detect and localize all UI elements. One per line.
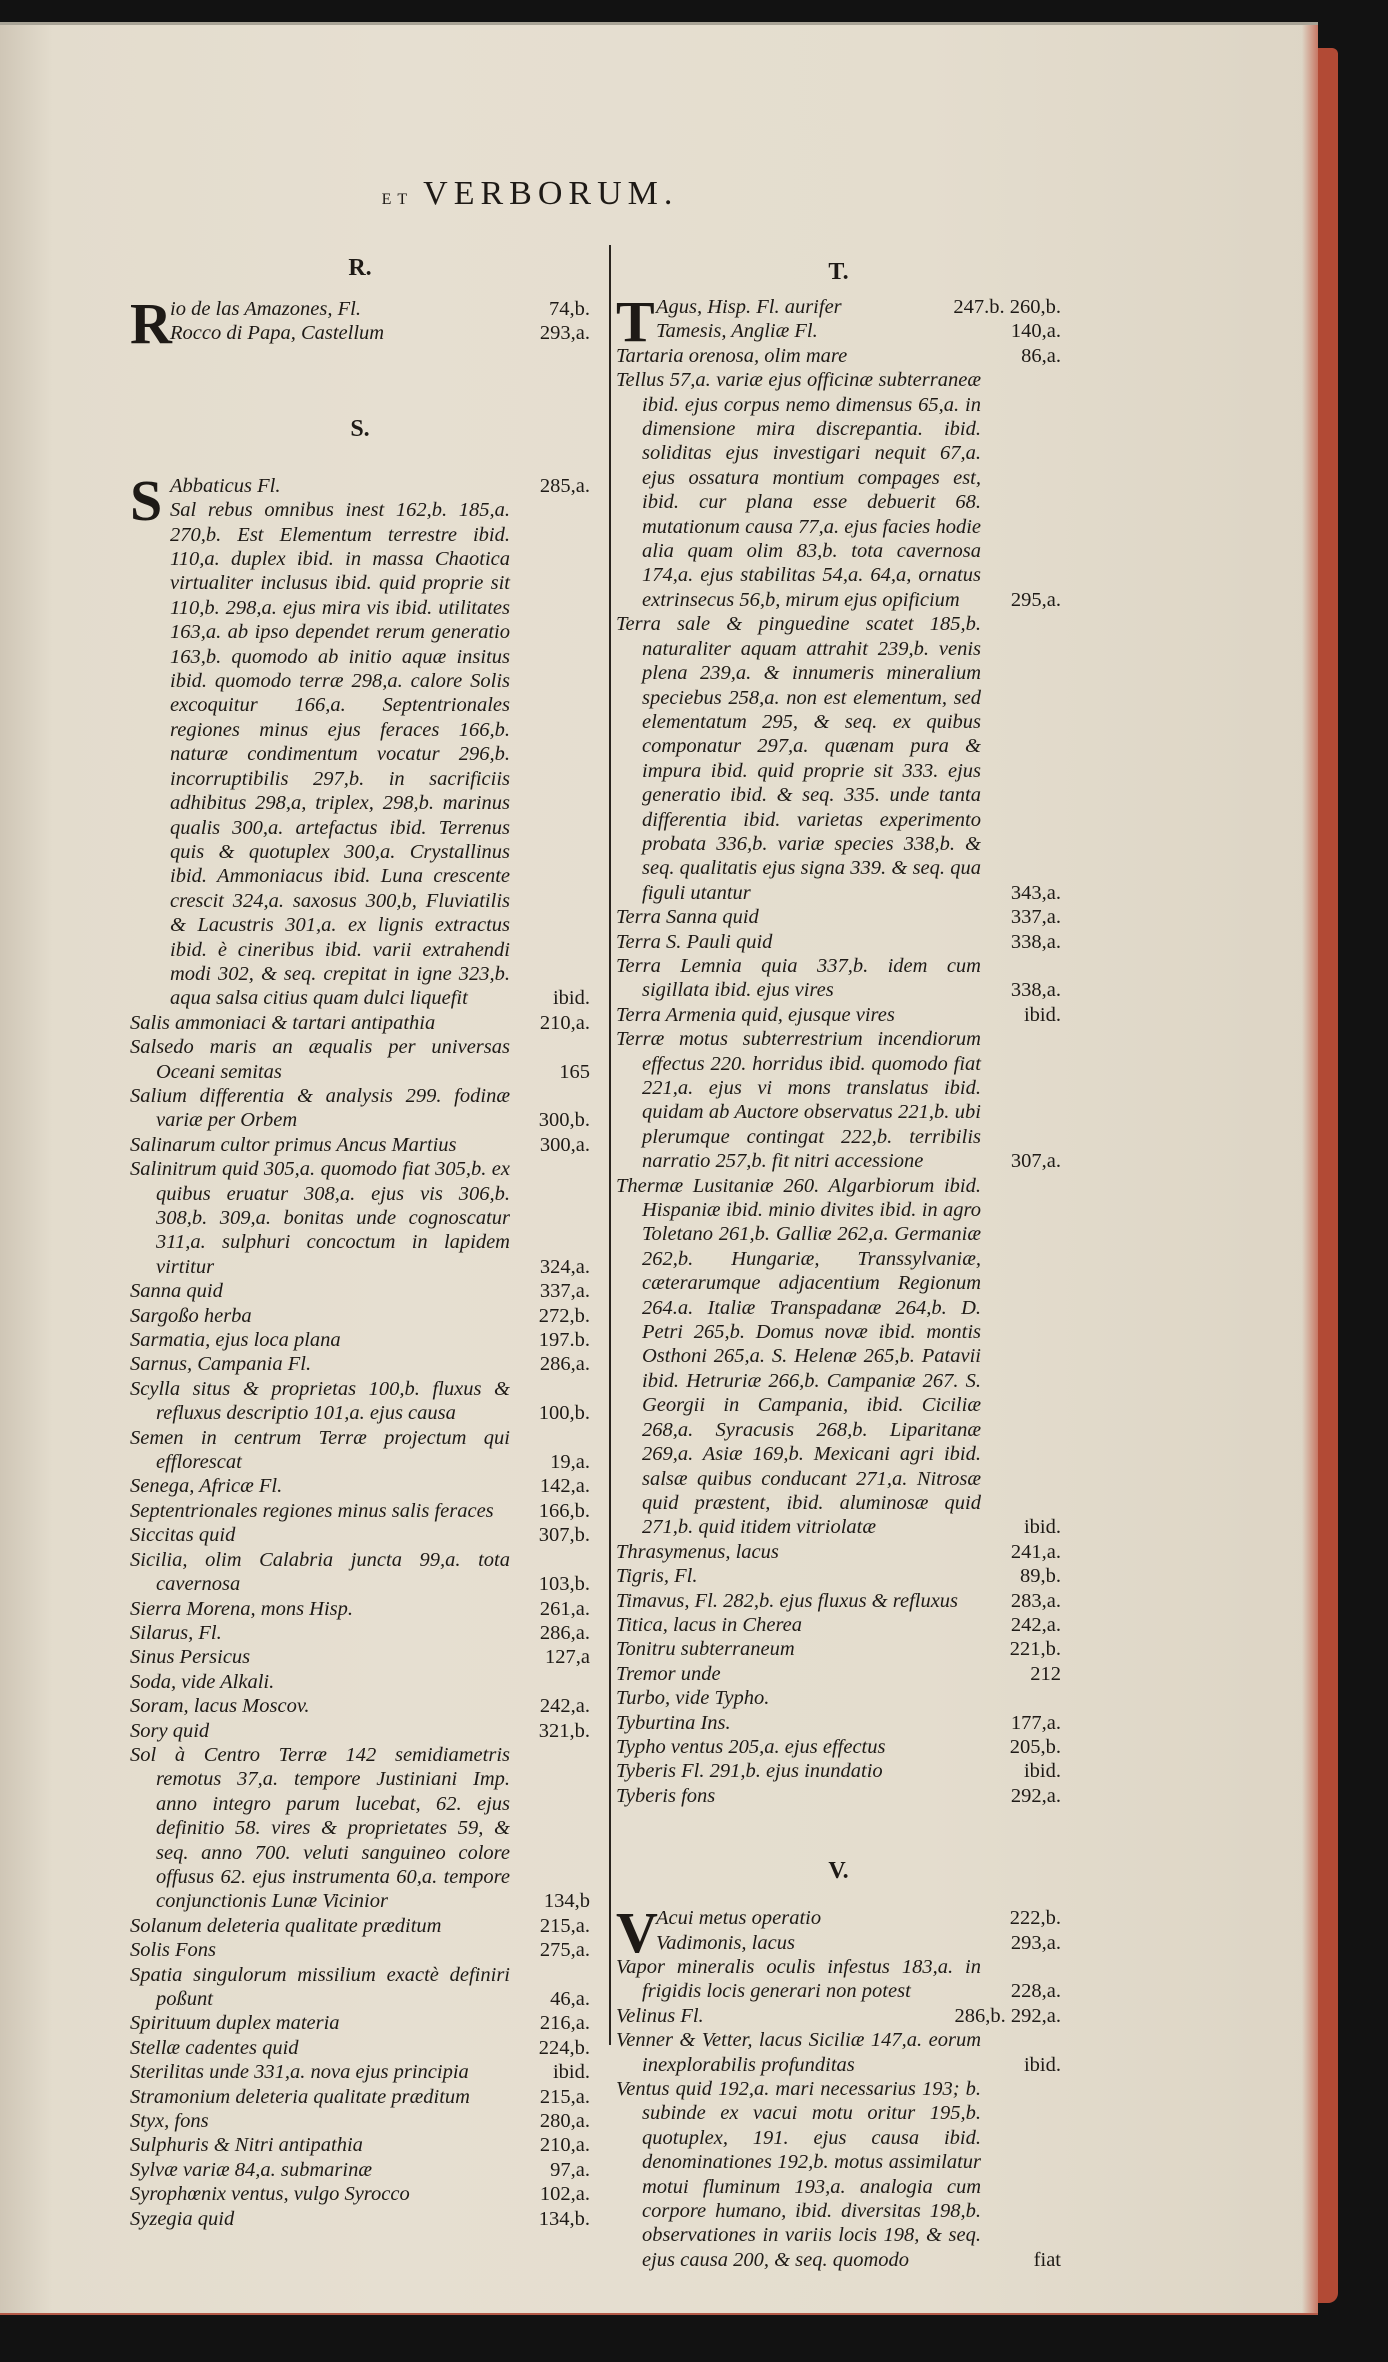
index-entry bbox=[616, 2077, 1061, 2272]
dropcap-letter: S bbox=[130, 467, 163, 533]
entry-ref: 74,b. bbox=[549, 298, 590, 320]
index-entry bbox=[130, 2133, 590, 2157]
entry-ref: 127,a bbox=[545, 1646, 590, 1669]
entry-ref: 224,b. bbox=[538, 2036, 590, 2059]
entry-text: Salis ammoniaci & tartari antipathia bbox=[130, 1011, 436, 1034]
index-entry bbox=[130, 1914, 590, 1938]
index-entry bbox=[616, 1931, 1061, 1955]
entry-ref: 283,a. bbox=[1010, 1589, 1061, 1612]
right-column bbox=[616, 257, 1061, 2272]
entry-ref: 177,a. bbox=[1010, 1711, 1061, 1734]
entry-text: Tremor unde bbox=[616, 1662, 721, 1685]
entry-text: Turbo, vide Typho. bbox=[616, 1687, 770, 1710]
index-entry bbox=[130, 1499, 590, 1523]
entry-ref: 293,a. bbox=[539, 322, 590, 345]
index-entry bbox=[130, 2060, 590, 2084]
entry-text: Terra Sanna quid bbox=[616, 906, 759, 929]
entry-text: Vadimonis, lacus bbox=[656, 1931, 795, 1954]
index-entry bbox=[130, 1157, 590, 1279]
entry-text: Abbaticus Fl. bbox=[170, 474, 281, 497]
entry-ref: 261,a. bbox=[539, 1597, 590, 1620]
entry-text: Sterilitas unde 331,a. nova ejus principia bbox=[130, 2061, 469, 2084]
entry-text: Tellus 57,a. variæ ejus officinæ subterraneæ ibid. ejus corpus nemo dimensus 65,a. in dimensione mira discrepantia. ibid. soliditas ejus investigari nequit 67,a. ejus ossatura montium compages est, ibid. cur plana esse debuerit 68. mutationum causa 77,a. ejus facies hodie alia quam olim 83,b. tota cavernosa 174,a. ejus stabilitas 54,a. 64,a, ornatus extrinsecus 56,b, mirum ejus opificium bbox=[616, 369, 981, 611]
index-entry bbox=[616, 1540, 1061, 1564]
entry-text: Syrophœnix ventus, vulgo Syrocco bbox=[130, 2183, 410, 2206]
index-entry bbox=[130, 1938, 590, 1962]
index-entry bbox=[130, 2036, 590, 2060]
entry-text: Sanna quid bbox=[130, 1280, 223, 1303]
entry-text: Sinus Persicus bbox=[130, 1646, 251, 1669]
index-entry bbox=[616, 1589, 1061, 1613]
entry-text: Tyburtina Ins. bbox=[616, 1711, 731, 1734]
entry-ref: 97,a. bbox=[550, 2158, 590, 2181]
entries-t bbox=[616, 289, 1061, 1808]
entry-text: Semen in centrum Terræ projectum qui efflorescat bbox=[130, 1426, 510, 1474]
index-entry bbox=[616, 1613, 1061, 1637]
entry-ref: 212 bbox=[1030, 1662, 1061, 1685]
entry-text: Tyberis fons bbox=[616, 1784, 716, 1807]
index-entry bbox=[130, 1523, 590, 1547]
entry-text: Sarnus, Campania Fl. bbox=[130, 1353, 312, 1376]
entry-ref: 321,b. bbox=[538, 1719, 590, 1742]
entry-ref: 102,a. bbox=[539, 2183, 590, 2206]
index-entry bbox=[130, 1279, 590, 1303]
entry-text: Timavus, Fl. 282,b. ejus fluxus & refluxus bbox=[616, 1589, 959, 1612]
entry-ref: 140,a. bbox=[1010, 320, 1061, 343]
entry-ref: ibid. bbox=[1023, 2053, 1061, 2076]
entry-ref: 337,a. bbox=[539, 1280, 590, 1303]
index-entry bbox=[130, 1035, 590, 1084]
index-entry bbox=[130, 1084, 590, 1133]
entry-text: Salium differentia & analysis 299. fodinæ variæ per Orbem bbox=[130, 1084, 510, 1132]
index-entry bbox=[616, 905, 1061, 929]
index-entry bbox=[130, 1133, 590, 1157]
index-entry bbox=[130, 2109, 590, 2133]
entry-ref: 228,a. bbox=[1010, 1980, 1061, 2003]
entry-ref: 215,a. bbox=[539, 1914, 590, 1937]
entry-ref: 222,b. bbox=[1009, 1907, 1061, 1930]
entry-ref: 338,a. bbox=[1010, 979, 1061, 1002]
entry-ref: 165 bbox=[559, 1060, 590, 1083]
entry-text: io de las Amazones, Fl. bbox=[170, 298, 361, 320]
entry-ref: 247.b. 260,b. bbox=[953, 296, 1061, 318]
entry-text: Salinitrum quid 305,a. quomodo fiat 305,b. ex quibus eruatur 308,a. ejus vis 306,b. 308,b. 309,a. bonitas unde cognoscatur 311,a. sulphuri concoctum in lapidem virtitur bbox=[130, 1158, 510, 1278]
entry-ref: 46,a. bbox=[550, 1988, 590, 2010]
entry-text: Velinus Fl. bbox=[616, 2004, 704, 2027]
index-entry bbox=[616, 930, 1061, 954]
entry-ref: 221,b. bbox=[1009, 1638, 1061, 1661]
index-entry bbox=[130, 498, 590, 1011]
section-letter-t: T. bbox=[828, 259, 849, 285]
index-entry bbox=[616, 1784, 1061, 1808]
entry-ref: 242,a. bbox=[1010, 1613, 1061, 1636]
entry-ref: 307,b. bbox=[538, 1524, 590, 1547]
dropcap-letter: V bbox=[616, 1900, 658, 1966]
entry-ref: 285,a. bbox=[539, 474, 590, 497]
entry-text: Syzegia quid bbox=[130, 2207, 235, 2230]
entry-ref: 338,a. bbox=[1010, 930, 1061, 953]
index-entry bbox=[616, 344, 1061, 368]
entry-text: Scylla situs & proprietas 100,b. fluxus & refluxus descriptio 101,a. ejus causa bbox=[130, 1377, 510, 1425]
index-entry bbox=[130, 1011, 590, 1035]
index-entry bbox=[130, 1328, 590, 1352]
index-entry bbox=[616, 2004, 1061, 2028]
entry-text: Tartaria orenosa, olim mare bbox=[616, 344, 848, 367]
entry-ref: 343,a. bbox=[1010, 881, 1061, 904]
entry-text: Tonitru subterraneum bbox=[616, 1638, 795, 1661]
entry-ref: 286,a. bbox=[539, 1621, 590, 1644]
entry-text: Tigris, Fl. bbox=[616, 1565, 698, 1588]
index-entry bbox=[130, 467, 590, 533]
entry-text: Stellæ cadentes quid bbox=[130, 2036, 299, 2059]
entry-ref: ibid. bbox=[1023, 1760, 1061, 1783]
index-entry bbox=[130, 1426, 590, 1475]
entry-text: Stramonium deleteria qualitate præditum bbox=[130, 2085, 470, 2108]
index-entry bbox=[130, 1377, 590, 1426]
entry-text: Thermæ Lusitaniæ 260. Algarbiorum ibid. Hispaniæ ibid. minio divites ibid. in agro Toletano 261,b. Galliæ 262,a. Germaniæ 262,b. Hungariæ, Transsylvaniæ, cæterarumque adjacentium Regionum 264.a. Italiæ Transpadanæ 264,b. D. Petri 265,b. Domus novæ ibid. montis Osthoni 265,a. S. Helenæ 265,b. Patavii ibid. Hetruriæ 266,b. Campaniæ 267. S. Georgii in Campania, ibid. Ciciliæ 268,a. Syracusis 268,b. Liparitanæ 269,a. Asiæ 169,b. Mexicani agri ibid. salsæ quibus conducant 271,a. Nitrosæ quid præstent, ibid. aluminosæ quid 271,b. quid itidem vitriolatæ bbox=[616, 1174, 981, 1539]
index-entry bbox=[130, 1621, 590, 1645]
entry-ref: 275,a. bbox=[539, 1939, 590, 1962]
entry-text: Soram, lacus Moscov. bbox=[130, 1695, 310, 1718]
entry-text: Salsedo maris an æqualis per universas Oceani semitas bbox=[130, 1036, 510, 1083]
entry-text: Sal rebus omnibus inest 162,b. 185,a. 270,b. Est Elementum terrestre ibid. 110,a. duplex ibid. in massa Chaotica virtualiter inclusus ibid. quid proprie sit 110,b. 298,a. ejus mira vis ibid. utilitates 163,a. ab ipso dependet rerum generatio 163,b. quomodo ab initio aquæ insitus ibid. quomodo terræ 298,a. calore Solis excoquitur 166,a. Septentrionales regiones minus ejus feraces 166,b. naturæ condimentum vocatur 296,b. incorruptibilis 297,b. in sacrificiis adhibitus 298,a, triplex, 298,b. marinus qualis 300,a. artefactus ibid. Terrenus quis & quotuplex 300,a. Crystallinus ibid. Ammoniacus ibid. Luna crescente crescit 324,a. saxosus 300,b, Fluviatilis & Lacustris 301,a. ex lignis extractus ibid. è cineribus ibid. varii extrahendi modi 302, & seq. crepitat in igne 323,b. aqua salsa citius quam dulci liquefit bbox=[170, 499, 510, 1010]
running-head-title: VERBORUM. bbox=[423, 175, 679, 212]
index-entry bbox=[616, 1955, 1061, 2004]
entry-text: Tyberis Fl. 291,b. ejus inundatio bbox=[616, 1760, 883, 1783]
index-entry bbox=[616, 1662, 1061, 1686]
index-entry bbox=[130, 1548, 590, 1597]
entry-text: Sory quid bbox=[130, 1719, 210, 1742]
index-entry bbox=[130, 1694, 590, 1718]
entry-ref: 166,b. bbox=[538, 1499, 590, 1522]
index-entry bbox=[616, 1027, 1061, 1173]
index-entry bbox=[616, 1686, 1061, 1710]
entry-text: Septentrionales regiones minus salis feraces bbox=[130, 1499, 494, 1522]
entry-text: Terræ motus subterrestrium incendiorum effectus 220. horridus ibid. quomodo fiat 221,a. ejus vi mons translatus ibid. quidam ab Auctore observatus 221,b. ubi plerumque contingat 222,b. terribilis narratio 257,b. fit nitri accessione bbox=[616, 1028, 981, 1173]
entry-ref: 197.b. bbox=[538, 1329, 590, 1352]
entry-text: Siccitas quid bbox=[130, 1524, 236, 1547]
index-entry bbox=[130, 1743, 590, 1914]
index-entry bbox=[130, 1719, 590, 1743]
entry-ref: 242,a. bbox=[539, 1695, 590, 1718]
entry-text: Sarmatia, ejus loca plana bbox=[130, 1329, 341, 1352]
entry-text: Titica, lacus in Cherea bbox=[616, 1613, 803, 1636]
entry-text: Terra Armenia quid, ejusque vires bbox=[616, 1003, 895, 1026]
index-entry bbox=[616, 2028, 1061, 2077]
entry-text: Vapor mineralis oculis infestus 183,a. in frigidis locis generari non potest bbox=[616, 1956, 981, 2003]
index-entry bbox=[130, 321, 590, 345]
entry-text: Terra Lemnia quia 337,b. idem cum sigillata ibid. ejus vires bbox=[616, 954, 981, 1002]
entry-text: Terra sale & pinguedine scatet 185,b. naturaliter aquam attrahit 239,b. venis plena 239,a. & innumeris mineralium speciebus 258,a. non est elementum, sed elementatum 295, & seq. ex quibus componatur 297,a. quænam pura & impura ibid. quid proprie sit 333. ejus generatio ibid. & seq. 335. unde tanta differentia ibid. varietas experimento probata 336,b. variæ species 338,b. & seq. qualitatis ejus signa 339. & seq. qua figuli utantur bbox=[616, 613, 981, 904]
index-entry bbox=[616, 954, 1061, 1003]
entry-text: Thrasymenus, lacus bbox=[616, 1540, 779, 1563]
entry-ref: 134,b. bbox=[538, 2207, 590, 2230]
entry-ref: 286,a. bbox=[539, 1353, 590, 1376]
entry-text: Rocco di Papa, Castellum bbox=[170, 322, 385, 345]
entry-text: Silarus, Fl. bbox=[130, 1621, 222, 1644]
index-entry bbox=[130, 1597, 590, 1621]
entry-ref: 300,a. bbox=[539, 1133, 590, 1156]
entry-text: Terra S. Pauli quid bbox=[616, 930, 773, 953]
index-entry bbox=[616, 1564, 1061, 1588]
entry-text: Sol à Centro Terræ 142 semidiametris remotus 37,a. tempore Justiniani Imp. anno integro parum lucebat, 62. ejus definitio 58. vires & proprietates 59, & seq. anno 700. veluti sanguineo colore offusus 62. ejus instrumenta 60,a. tempore conjunctionis Lunæ Vicinior bbox=[130, 1743, 510, 1913]
entry-text: Typho ventus 205,a. ejus effectus bbox=[616, 1735, 886, 1758]
entry-ref: 100,b. bbox=[538, 1402, 590, 1425]
entry-ref: 292,a. bbox=[1010, 1784, 1061, 1807]
entry-text: Sulphuris & Nitri antipathia bbox=[130, 2134, 363, 2157]
entry-text: Sicilia, olim Calabria juncta 99,a. tota cavernosa bbox=[130, 1548, 510, 1596]
section-letter-r: R. bbox=[348, 255, 372, 281]
entry-text: Styx, fons bbox=[130, 2110, 209, 2133]
entry-ref: 280,a. bbox=[539, 2110, 590, 2133]
entry-ref: ibid. bbox=[552, 987, 590, 1010]
index-entry bbox=[616, 319, 1061, 343]
entry-text: Venner & Vetter, lacus Siciliæ 147,a. eorum inexplorabilis profunditas bbox=[616, 2029, 981, 2076]
entry-text: Soda, vide Alkali. bbox=[130, 1670, 275, 1693]
section-letter-v: V. bbox=[828, 1858, 849, 1885]
index-entry bbox=[130, 1474, 590, 1498]
index-entry bbox=[130, 2158, 590, 2182]
dropcap-r: R bbox=[130, 291, 172, 356]
entry-ref: 241,a. bbox=[1010, 1540, 1061, 1563]
index-entry bbox=[130, 1963, 590, 2012]
entries-s bbox=[130, 467, 590, 2231]
entry-ref: 210,a. bbox=[539, 2134, 590, 2157]
entry-ref: fiat bbox=[1033, 2248, 1061, 2271]
index-entry bbox=[130, 2085, 590, 2109]
entry-text: Solis Fons bbox=[130, 1939, 216, 1962]
index-entry bbox=[130, 1304, 590, 1328]
index-entry bbox=[616, 1735, 1061, 1759]
index-entry bbox=[616, 1637, 1061, 1661]
entry-ref: 86,a. bbox=[1021, 344, 1061, 367]
index-entry bbox=[616, 1174, 1061, 1540]
entry-ref: 19,a. bbox=[550, 1451, 590, 1474]
entry-text: Sargoßo herba bbox=[130, 1304, 252, 1327]
entry-ref: ibid. bbox=[1023, 1003, 1061, 1026]
index-entry bbox=[616, 1711, 1061, 1735]
index-entry bbox=[616, 612, 1061, 905]
entry-ref: 205,b. bbox=[1009, 1735, 1061, 1758]
entry-ref: 134,b bbox=[543, 1890, 590, 1913]
index-entry bbox=[130, 2011, 590, 2035]
entry-text: Sierra Morena, mons Hisp. bbox=[130, 1597, 354, 1620]
column-rule bbox=[609, 245, 611, 2045]
entry-ref: 210,a. bbox=[539, 1011, 590, 1034]
section-letter-s: S. bbox=[350, 415, 370, 442]
running-head bbox=[0, 175, 1060, 213]
index-entry bbox=[130, 1670, 590, 1694]
entry-ref: 337,a. bbox=[1010, 906, 1061, 929]
index-entry bbox=[130, 1645, 590, 1669]
book-page bbox=[0, 22, 1318, 2315]
entry-text: Sylvæ variæ 84,a. submarinæ bbox=[130, 2158, 373, 2181]
entry-ref: 295,a. bbox=[1010, 588, 1061, 611]
entry-ref: 286,b. 292,a. bbox=[954, 2004, 1061, 2027]
entry-text: Salinarum cultor primus Ancus Martius bbox=[130, 1133, 457, 1156]
index-entry bbox=[616, 1003, 1061, 1027]
entry-ref: 142,a. bbox=[539, 1475, 590, 1498]
entry-text: Agus, Hisp. Fl. aurifer bbox=[656, 296, 842, 318]
entry-ref: 215,a. bbox=[539, 2085, 590, 2108]
entry-ref: 216,a. bbox=[539, 2012, 590, 2035]
entry-text: Acui metus operatio bbox=[656, 1907, 822, 1930]
entry-ref: 307,a. bbox=[1010, 1150, 1061, 1173]
entry-text: Senega, Africæ Fl. bbox=[130, 1475, 283, 1498]
entry-text: Solanum deleteria qualitate præditum bbox=[130, 1914, 442, 1937]
entry-text: Ventus quid 192,a. mari necessarius 193; b. subinde ex vacui motu oritur 195,b. quotuplex, 191. ejus causa ibid. denominationes 192,b. motus assimilatur motui fluminum 193,a. analogia cum corpore humano, ibid. diversitas 198,b. observationes in variis locis 198, & seq. ejus causa 200, & seq. quomodo bbox=[616, 2078, 981, 2271]
index-entry bbox=[130, 1352, 590, 1376]
left-column bbox=[130, 253, 590, 2231]
dropcap-letter: T bbox=[616, 289, 655, 354]
entry-text: Spatia singulorum missilium exactè definiri poßunt bbox=[130, 1963, 510, 2010]
entry-ref: 89,b. bbox=[1020, 1565, 1061, 1588]
entry-text: Tamesis, Angliæ Fl. bbox=[656, 320, 818, 343]
index-entry bbox=[130, 2207, 590, 2231]
entry-ref: ibid. bbox=[552, 2061, 590, 2084]
entry-text: Spirituum duplex materia bbox=[130, 2012, 340, 2035]
index-entry bbox=[616, 368, 1061, 612]
entries-v bbox=[616, 1900, 1061, 2272]
entry-ref: ibid. bbox=[1023, 1516, 1061, 1539]
entry-ref: 300,b. bbox=[538, 1109, 590, 1132]
entry-ref: 103,b. bbox=[538, 1573, 590, 1596]
entry-ref: 293,a. bbox=[1010, 1931, 1061, 1954]
entry-ref: 324,a. bbox=[539, 1255, 590, 1278]
running-head-small: ET bbox=[381, 191, 414, 208]
index-entry bbox=[616, 1759, 1061, 1783]
index-entry bbox=[130, 2182, 590, 2206]
entry-ref: 272,b. bbox=[538, 1304, 590, 1327]
